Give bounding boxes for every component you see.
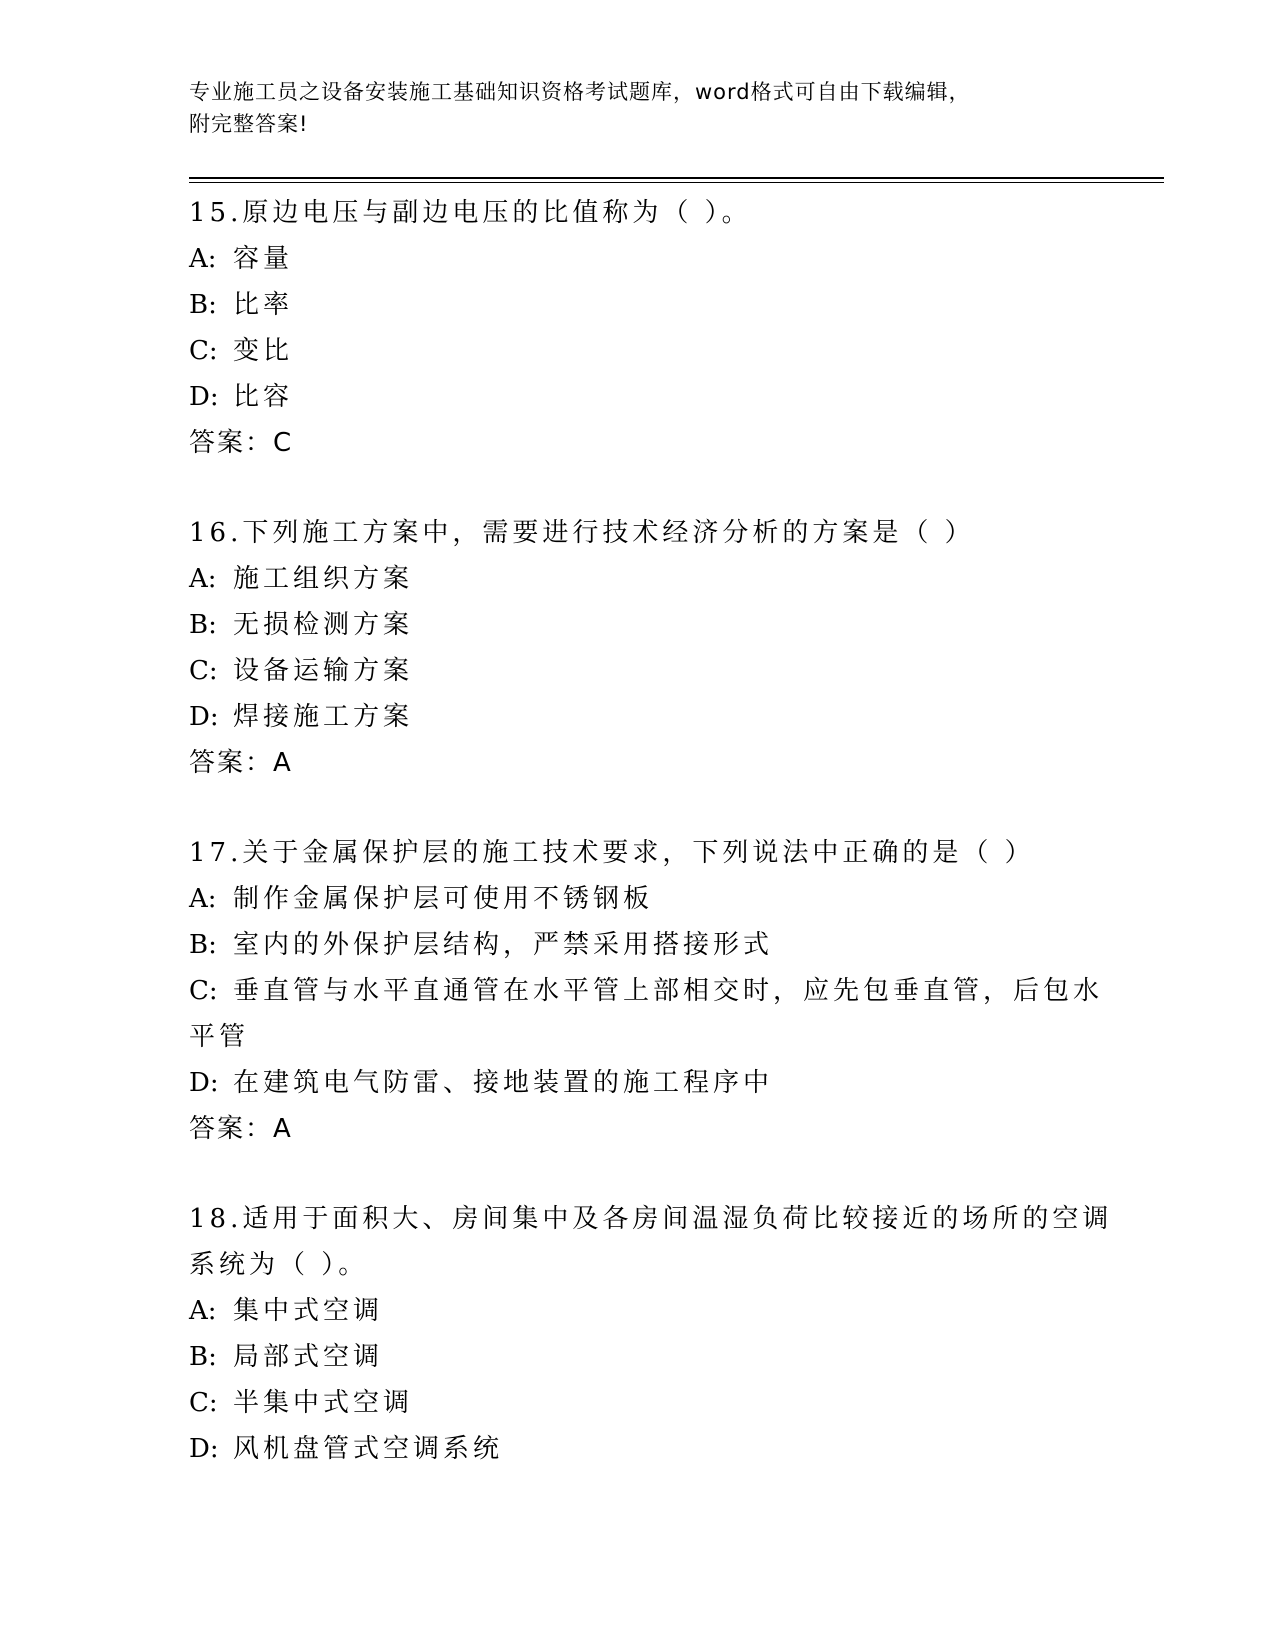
answer-line: 答案：A (189, 1114, 293, 1144)
option-text: 无损检测方案 (233, 610, 414, 640)
option-text: 设备运输方案 (233, 656, 414, 686)
option-text: 局部式空调 (233, 1342, 384, 1372)
question-16 (189, 510, 1089, 786)
question-stem: 16.下列施工方案中，需要进行技术经济分析的方案是（ ） (189, 518, 975, 548)
option-text: 半集中式空调 (233, 1388, 414, 1418)
option-a (189, 1288, 1089, 1334)
answer-line: 答案：A (189, 748, 293, 778)
document-header (189, 76, 1089, 140)
question-18 (189, 1196, 1113, 1472)
option-text: 室内的外保护层结构，严禁采用搭接形式 (233, 930, 774, 960)
option-text: 容量 (233, 244, 294, 274)
option-c (189, 328, 1089, 374)
option-text: 比容 (233, 382, 294, 412)
question-stem: 17.关于金属保护层的施工技术要求，下列说法中正确的是（ ） (189, 838, 1035, 868)
header-divider-thick (189, 177, 1164, 179)
question-stem-line-1: 18.适用于面积大、房间集中及各房间温湿负荷比较接近的场所的空调 (189, 1204, 1113, 1234)
option-text: 比率 (233, 290, 294, 320)
question-list (189, 190, 1113, 1516)
option-text: 集中式空调 (233, 1296, 384, 1326)
option-b (189, 922, 1089, 968)
header-line-1: 专业施工员之设备安装施工基础知识资格考试题库，word格式可自由下载编辑， (189, 80, 971, 104)
option-b (189, 602, 1089, 648)
option-text: 在建筑电气防雷、接地装置的施工程序中 (233, 1068, 774, 1098)
option-c (189, 648, 1089, 694)
option-a (189, 236, 1089, 282)
option-d (189, 1060, 1089, 1106)
option-key: A: (189, 884, 217, 914)
option-b (189, 1334, 1089, 1380)
option-d (189, 694, 1089, 740)
option-key: C: (189, 976, 218, 1006)
option-key: D: (189, 1068, 219, 1098)
option-c (189, 968, 1104, 1014)
option-key: B: (189, 930, 217, 960)
option-key: D: (189, 702, 219, 732)
option-d (189, 374, 1089, 420)
header-line-2: 附完整答案! (189, 112, 309, 136)
option-key: C: (189, 1388, 218, 1418)
option-key: B: (189, 290, 217, 320)
question-stem: 15.原边电压与副边电压的比值称为（ ）。 (189, 198, 752, 228)
option-text: 变比 (233, 336, 294, 366)
option-key: B: (189, 1342, 217, 1372)
question-15 (189, 190, 1089, 466)
option-key: D: (189, 382, 219, 412)
option-key: B: (189, 610, 217, 640)
option-key: C: (189, 656, 218, 686)
option-text: 风机盘管式空调系统 (233, 1434, 504, 1464)
option-a (189, 556, 1089, 602)
option-c-continuation: 平管 (189, 1022, 250, 1052)
option-text: 焊接施工方案 (233, 702, 414, 732)
option-c (189, 1380, 1089, 1426)
question-17 (189, 830, 1104, 1152)
option-a (189, 876, 1089, 922)
option-key: A: (189, 244, 217, 274)
option-text: 垂直管与水平直通管在水平管上部相交时，应先包垂直管，后包水 (233, 976, 1104, 1006)
option-text: 施工组织方案 (233, 564, 414, 594)
option-d (189, 1426, 1089, 1472)
header-divider-thin (189, 182, 1164, 183)
option-key: D: (189, 1434, 219, 1464)
option-b (189, 282, 1089, 328)
option-key: C: (189, 336, 218, 366)
answer-line: 答案：C (189, 428, 294, 458)
option-key: A: (189, 564, 217, 594)
question-stem-line-2: 系统为（ ）。 (189, 1250, 369, 1280)
option-text: 制作金属保护层可使用不锈钢板 (233, 884, 654, 914)
option-key: A: (189, 1296, 217, 1326)
